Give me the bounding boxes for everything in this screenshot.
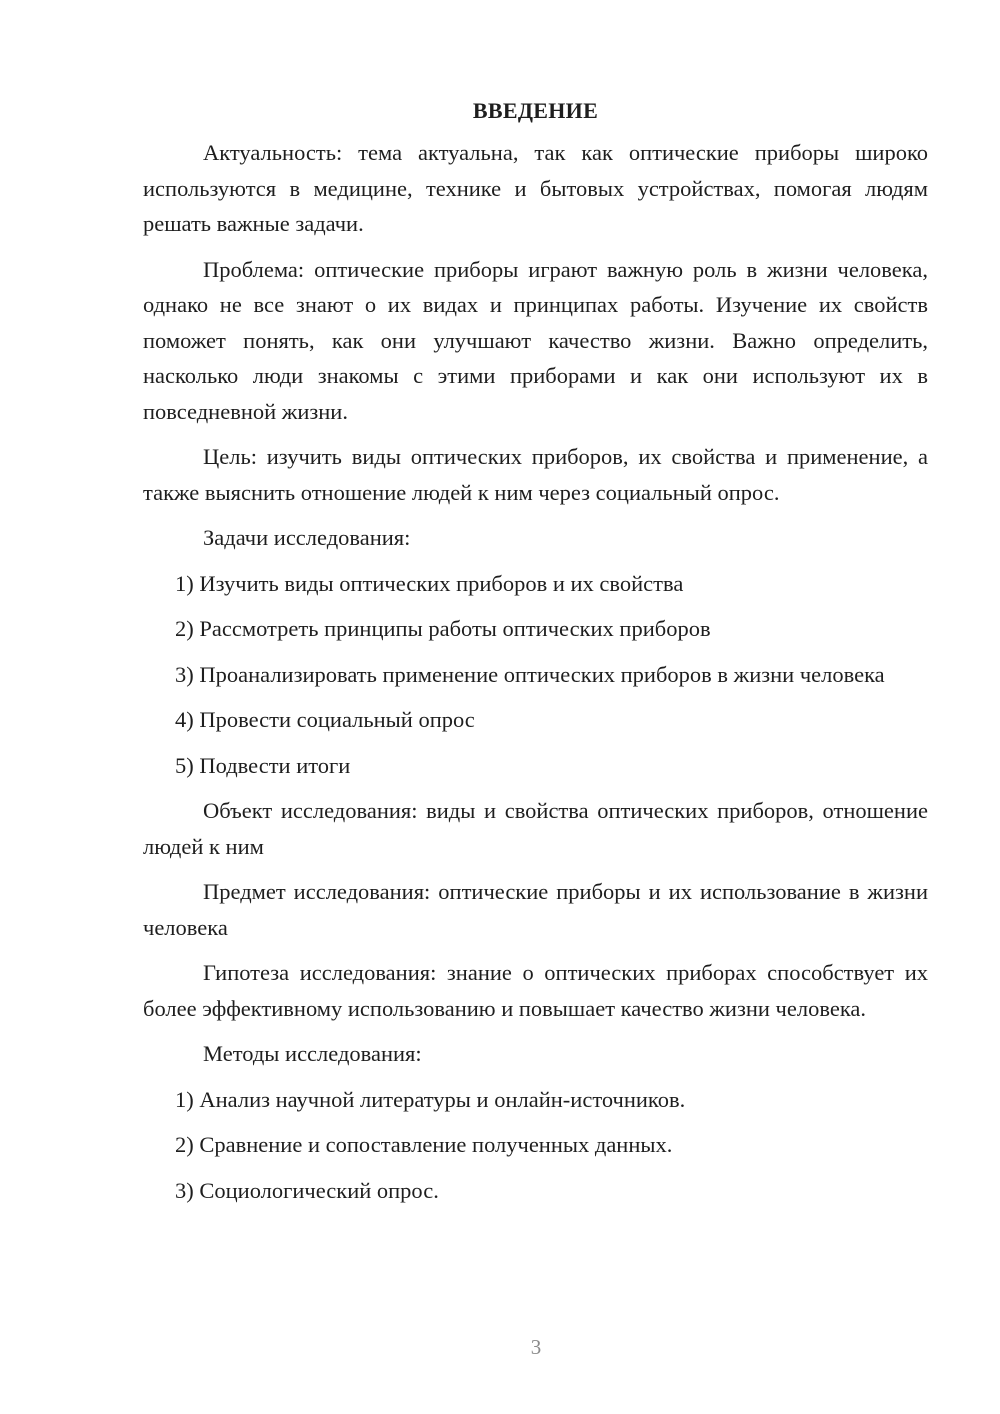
relevance-paragraph: Актуальность: тема актуальна, так как оптические приборы широко используются в медицине, технике и бытовых устройствах, помогая людям решать важные задачи. [143, 140, 928, 236]
goal-paragraph: Цель: изучить виды оптических приборов, их свойства и применение, а также выяснить отношение людей к ним через социальный опрос. [143, 444, 928, 505]
tasks-heading: Задачи исследования: [203, 525, 411, 550]
method-item: 2) Сравнение и сопоставление полученных данных. [175, 1132, 673, 1157]
subject-paragraph: Предмет исследования: оптические приборы и их использование в жизни человека [143, 879, 928, 940]
task-item: 4) Провести социальный опрос [175, 707, 475, 732]
document-page [143, 93, 928, 1218]
methods-heading: Методы исследования: [203, 1041, 422, 1066]
task-item: 1) Изучить виды оптических приборов и их свойства [175, 570, 684, 596]
problem-paragraph: Проблема: оптические приборы играют важную роль в жизни человека, однако не все знают о их видах и принципах работы. Изучение их свойств поможет понять, как они улучшают качество жизни. Важно определить, насколько люди знакомы с этими приборами и как они используют их в повседневной жизни. [143, 256, 928, 424]
task-item: 2) Рассмотреть принципы работы оптических приборов [175, 616, 711, 641]
hypothesis-paragraph: Гипотеза исследования: знание о оптических приборах способствует их более эффективному использованию и повышает качество жизни человека. [143, 960, 928, 1021]
task-item: 3) Проанализировать применение оптических приборов в жизни человека [175, 661, 885, 687]
section-title: ВВЕДЕНИЕ [472, 98, 599, 123]
page-number: 3 [530, 1335, 542, 1359]
object-paragraph: Объект исследования: виды и свойства оптических приборов, отношение людей к ним [143, 798, 928, 859]
method-item: 3) Социологический опрос. [175, 1177, 439, 1203]
method-item: 1) Анализ научной литературы и онлайн-источников. [175, 1086, 686, 1112]
task-item: 5) Подвести итоги [175, 752, 351, 778]
